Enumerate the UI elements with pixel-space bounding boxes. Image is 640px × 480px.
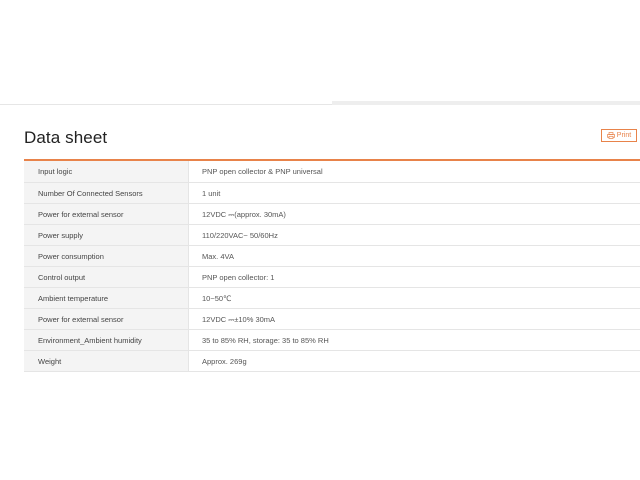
table-row — [24, 183, 640, 204]
header-divider-bar — [332, 101, 640, 105]
table-row — [24, 309, 640, 330]
header-divider — [0, 104, 332, 105]
table-row — [24, 288, 640, 309]
row-value: 10~50℃ — [202, 294, 232, 303]
row-label: Input logic — [24, 161, 189, 182]
row-label: Power for external sensor — [24, 309, 189, 329]
row-value: PNP open collector & PNP universal — [202, 167, 323, 176]
row-value: 110/220VAC~ 50/60Hz — [202, 231, 278, 240]
row-label: Power supply — [24, 225, 189, 245]
printer-icon — [607, 132, 615, 139]
table-row — [24, 225, 640, 246]
row-value: 35 to 85% RH, storage: 35 to 85% RH — [202, 336, 329, 345]
row-label: Environment_Ambient humidity — [24, 330, 189, 350]
row-label: Power for external sensor — [24, 204, 189, 224]
table-row — [24, 330, 640, 351]
row-value: 1 unit — [202, 189, 221, 198]
table-row — [24, 267, 640, 288]
table-row — [24, 204, 640, 225]
page-title: Data sheet — [24, 128, 108, 147]
table-row — [24, 351, 640, 372]
row-value: PNP open collector: 1 — [202, 273, 275, 282]
data-sheet-table — [24, 159, 640, 372]
row-label: Number Of Connected Sensors — [24, 183, 189, 203]
row-value: 12VDC ⎓(approx. 30mA) — [202, 210, 286, 219]
row-label: Control output — [24, 267, 189, 287]
row-label: Weight — [24, 351, 189, 371]
print-button-label: Print — [616, 132, 632, 139]
row-value: Max. 4VA — [202, 252, 234, 261]
table-row — [24, 161, 640, 183]
row-value: Approx. 269g — [202, 357, 247, 366]
row-label: Power consumption — [24, 246, 189, 266]
row-value: 12VDC ⎓±10% 30mA — [202, 315, 276, 324]
print-button[interactable] — [601, 129, 637, 142]
table-row — [24, 246, 640, 267]
row-label: Ambient temperature — [24, 288, 189, 308]
